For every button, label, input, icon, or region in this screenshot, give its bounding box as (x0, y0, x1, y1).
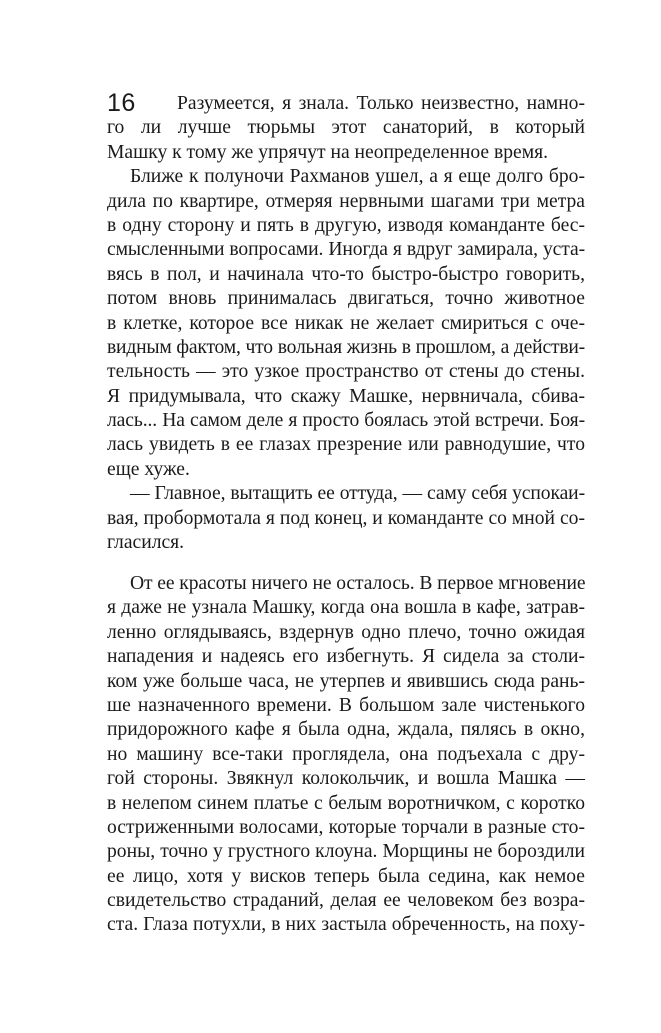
text-line: но машину все-таки проглядела, она подъехала с дру- (107, 743, 585, 765)
text-line: в одну сторону и пять в другую, изводя команданте бес- (107, 214, 585, 236)
text-line: потом вновь принималась двигаться, точно животное (107, 288, 585, 310)
text-line: нападения и надеясь его избегнуть. Я сидела за столи- (107, 646, 585, 668)
text-block-bottom (107, 572, 585, 938)
text-line: Ближе к полуночи Рахманов ушел, а я еще долго бро- (130, 166, 585, 188)
text-line: гласился. (107, 532, 185, 554)
text-line: придорожного кафе я была одна, ждала, пялясь в окно, (107, 719, 585, 741)
text-line: Я придумывала, что скажу Машке, нервничала, сбива- (107, 385, 585, 407)
text-line: вясь в пол, и начинала что-то быстро-быстро говорить, (107, 263, 585, 285)
text-line: — Главное, вытащить ее оттуда, — саму себя успокаи- (130, 483, 585, 505)
text-line: От ее красоты ничего не осталось. В первое мгновение (130, 573, 586, 594)
text-line: лась... На самом деле я просто боялась этой встречи. Боя- (107, 410, 585, 432)
text-line: ленно оглядываясь, вздернув одно плечо, точно ожидая (107, 621, 585, 643)
text-line: ста. Глаза потухли, в них застыла обреченность, на поху- (107, 914, 585, 936)
text-line: еще хуже. (107, 458, 190, 480)
text-line: тельность — это узкое пространство от стены до стены. (107, 361, 585, 383)
text-line: дила по квартире, отмеряя нервными шагами три метра (107, 190, 585, 212)
text-line: в нелепом синем платье с белым воротничком, с коротко (107, 792, 585, 814)
text-line: остриженными волосами, которые торчали в разные сто- (107, 816, 585, 838)
text-line: в клетке, которое все никак не желает смириться с оче- (107, 312, 585, 334)
text-line: вая, пробормотала я под конец, и команданте со мной со- (107, 507, 585, 529)
text-line: ее лицо, хотя у висков теперь была седина, как немое (107, 865, 585, 887)
text-line: видным фактом, что вольная жизнь в прошлом, а действи- (107, 336, 585, 358)
text-line: Разумеется, я знала. Только неизвестно, намно- (177, 93, 585, 114)
text-line: го ли лучше тюрьмы этот санаторий, в который (107, 117, 585, 139)
page-number: 16 (107, 89, 136, 117)
text-line: смысленными вопросами. Иногда я вдруг замирала, уста- (107, 239, 585, 261)
text-line: гой стороны. Звякнул колокольчик, и вошла Машка — (107, 768, 585, 790)
text-line: Машку к тому же упрячут на неопределенное время. (107, 141, 549, 163)
text-line: лась увидеть в ее глазах презрение или равнодушие, что (107, 434, 585, 456)
text-block-top (107, 92, 585, 555)
text-line: я даже не узнала Машку, когда она вошла в кафе, затрав- (107, 597, 585, 619)
text-line: ше назначенного времени. В большом зале чистенького (107, 694, 585, 716)
text-line: роны, точно у грустного клоуна. Морщины не бороздили (107, 841, 585, 863)
text-line: ком уже больше часа, не утерпев и явившись сюда рань- (107, 670, 585, 692)
text-line: свидетельство страданий, делая ее человеком без возра- (107, 890, 585, 912)
